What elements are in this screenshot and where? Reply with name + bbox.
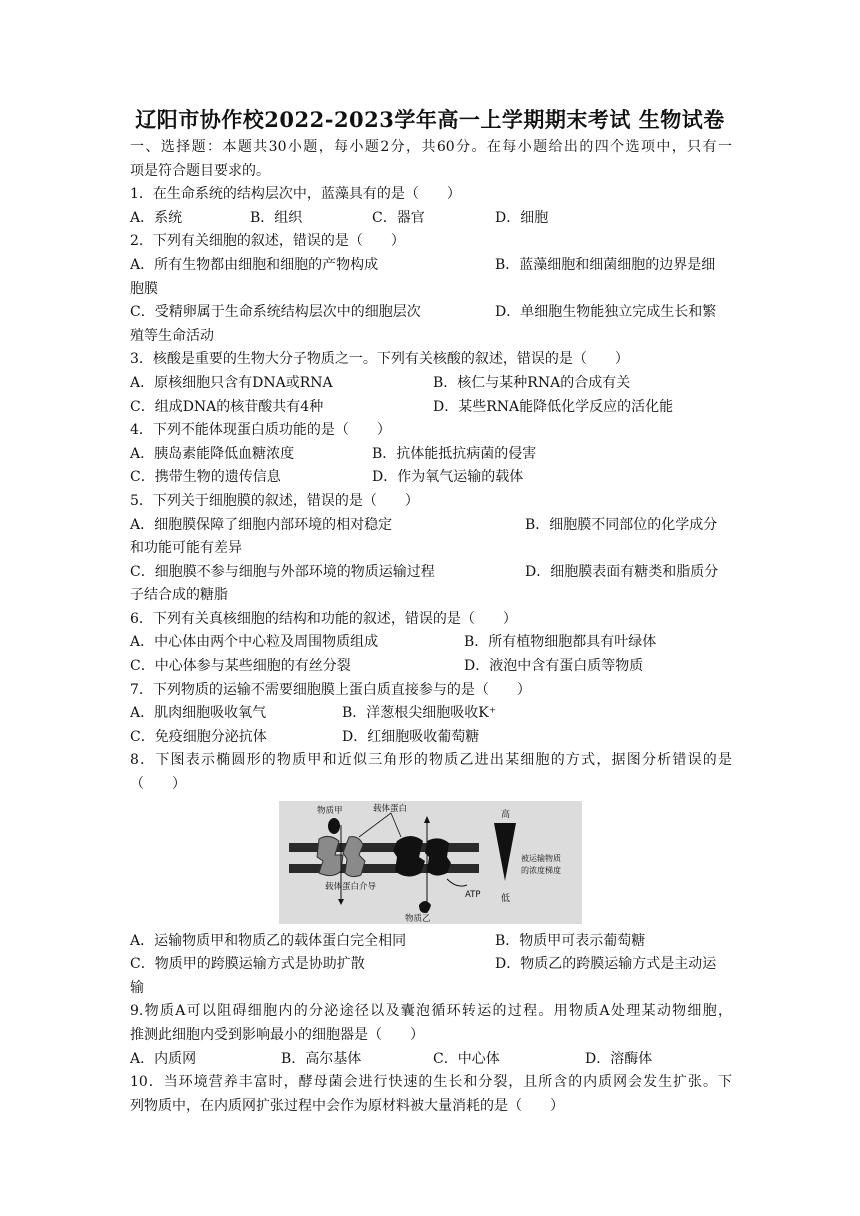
option-row [130,301,732,325]
question-stem: 2．下列有关细胞的叙述，错误的是（ ） [130,233,405,250]
question-stem: 8．下图表示椭圆形的物质甲和近似三角形的物质乙进出某细胞的方式，据图分析错误的是 [130,752,732,769]
option: B．高尔基体 [281,1050,362,1067]
question-stem: 列物质中，在内质网扩张过程中会作为原材料被大量消耗的是（ ） [130,1097,564,1114]
option: B．洋葱根尖细胞吸收K⁺ [342,705,497,722]
option: A．内质网 [130,1050,197,1067]
option: B．蓝藻细胞和细菌细胞的边界是细 [495,256,716,273]
option: C．中心体参与某些细胞的有丝分裂 [130,658,351,675]
option: D．溶酶体 [585,1050,653,1067]
option: D．细胞膜表面有糖类和脂质分 [525,563,719,580]
option: B．组织 [250,209,303,226]
option: C．细胞膜不参与细胞与外部环境的物质运输过程 [130,563,435,580]
question-stem: 推测此细胞内受到影响最小的细胞器是（ ） [130,1027,424,1043]
option: D．单细胞生物能独立完成生长和繁 [495,304,717,321]
option: A．系统 [130,209,183,226]
option: D．液泡中含有蛋白质等物质 [464,658,644,675]
section-intro-line: 一、选择题：本题共30小题，每小题2分，共60分。在每小题给出的四个选项中，只有一 [130,139,732,155]
question-stem: 4．下列不能体现蛋白质功能的是（ ） [130,422,391,439]
option: A．胰岛素能降低血糖浓度 [130,445,295,462]
option: A．细胞膜保障了细胞内部环境的相对稳定 [130,516,393,533]
question-stem: 9.物质A可以阻碍细胞内的分泌途径以及囊泡循环转运的过程。用物质A处理某动物细胞， [130,1003,732,1020]
option-continuation: 子结合成的糖脂 [130,587,228,604]
option-row [130,443,732,467]
option-continuation: 输 [130,979,144,996]
option: D．物质乙的跨膜运输方式是主动运 [495,956,717,973]
option: C．携带生物的遗传信息 [130,469,281,486]
question-stem: 3．核酸是重要的生物大分子物质之一。下列有关核酸的叙述，错误的是（ ） [130,351,629,368]
label-carrier-protein: 载体蛋白 [373,803,408,814]
option: C．受精卵属于生命系统结构层次中的细胞层次 [130,304,421,321]
option-row [130,466,732,490]
transport-diagram [279,801,582,924]
option-row [130,372,732,396]
option: B．抗体能抵抗病菌的侵害 [372,445,537,462]
question-stem: （ ） [130,776,186,793]
question-stem: 6．下列有关真核细胞的结构和功能的叙述，错误的是（ ） [130,610,517,627]
option: A．中心体由两个中心粒及周围物质组成 [130,634,379,651]
option: C．物质甲的跨膜运输方式是协助扩散 [130,956,365,973]
section-intro-line: 项是符合题目要求的。 [130,162,270,179]
option-continuation: 殖等生命活动 [130,327,214,344]
option-continuation: 胞膜 [130,280,158,297]
option-continuation: 和功能可能有差异 [130,540,242,557]
question-stem: 5．下列关于细胞膜的叙述，错误的是（ ） [130,492,419,509]
option-row [130,254,732,278]
option: D．红细胞吸收葡萄糖 [342,728,480,745]
exam-content [130,136,732,1118]
option: B．核仁与某种RNA的合成有关 [433,374,631,391]
option-row [130,930,732,954]
option-row [130,655,732,679]
substance-jia [328,818,340,834]
label-substance-jia: 物质甲 [317,805,343,816]
carrier-protein-grey [317,836,343,875]
option-row [130,207,732,231]
option-row [130,561,732,585]
membrane-inner-layer [289,864,479,873]
option-row [130,702,732,726]
option-row [130,953,732,977]
option: A．运输物质甲和物质乙的载体蛋白完全相同 [130,932,407,949]
question-stem: 1．在生命系统的结构层次中，蓝藻具有的是（ ） [130,186,461,203]
option: A．肌肉细胞吸收氧气 [130,705,267,722]
option: D．作为氧气运输的载体 [372,469,524,486]
question-stem: 10．当环境营养丰富时，酵母菌会进行快速的生长和分裂，且所含的内质网会发生扩张。下 [130,1074,732,1091]
option: B．细胞膜不同部位的化学成分 [525,516,718,533]
label-carrier-mediated: 载体蛋白介导 [325,881,377,892]
label-gradient-2: 的浓度梯度 [521,865,561,875]
label-substance-yi: 物质乙 [405,913,431,924]
option: A．所有生物都由细胞和细胞的产物构成 [130,256,379,273]
label-atp: ATP [465,889,481,900]
option-row [130,1048,732,1072]
exam-title: 辽阳市协作校2022-2023学年高一上学期期末考试 生物试卷 [135,107,725,132]
option: D．某些RNA能降低化学反应的活化能 [433,398,674,415]
option: D．细胞 [495,209,549,226]
option: C．中心体 [433,1050,500,1067]
option: C．器官 [372,209,425,226]
option-row [130,514,732,538]
label-high: 高 [501,809,511,820]
option: C．组成DNA的核苷酸共有4种 [130,398,324,415]
option: B．所有植物细胞都具有叶绿体 [464,634,657,651]
option-row [130,631,732,655]
option-row [130,396,732,420]
option: B．物质甲可表示葡萄糖 [495,932,646,949]
membrane-transport-figure [279,801,582,924]
option: A．原核细胞只含有DNA或RNA [130,374,333,391]
label-gradient-1: 被运输物质 [521,853,561,863]
option-row [130,726,732,750]
option: C．免疫细胞分泌抗体 [130,728,267,745]
question-stem: 7．下列物质的运输不需要细胞膜上蛋白质直接参与的是（ ） [130,681,531,698]
label-low: 低 [501,893,511,904]
